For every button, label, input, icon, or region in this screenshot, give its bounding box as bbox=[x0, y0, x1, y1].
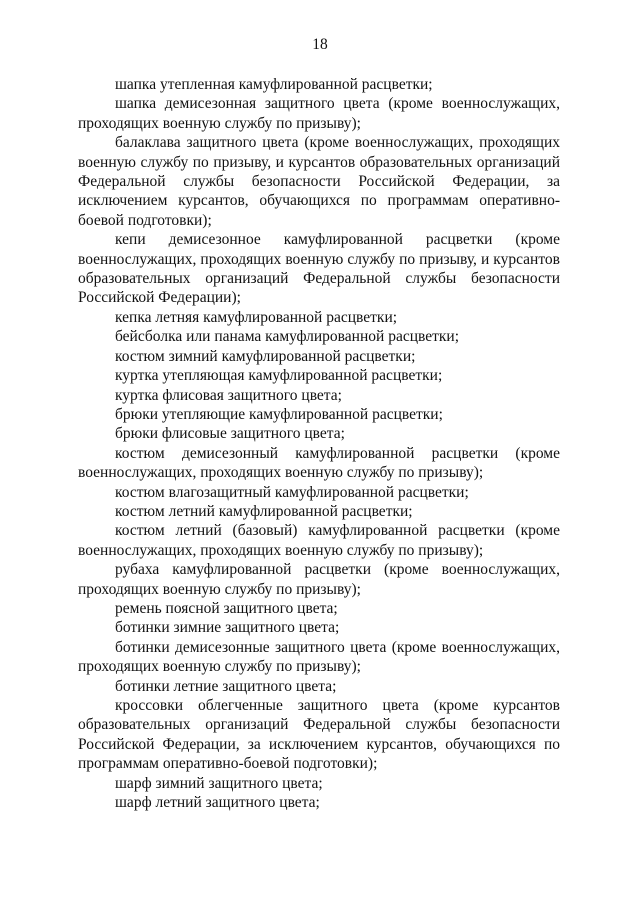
page-number: 18 bbox=[312, 36, 328, 53]
list-item: балаклава защитного цвета (кроме военнослужащих, проходящих военную службу по призыву, и курсантов образовательных организаций Федеральной службы безопасности Российской Федерации, за исключением курсантов, обучающихся по программам оперативно-боевой подготовки); bbox=[78, 134, 560, 229]
list-item: кепи демисезонное камуфлированной расцветки (кроме военнослужащих, проходящих военную службу по призыву, и курсантов образовательных организаций Федеральной службы безопасности Российской Федерации); bbox=[78, 231, 560, 307]
list-item: костюм летний камуфлированной расцветки; bbox=[115, 502, 413, 520]
list-item: кроссовки облегченные защитного цвета (кроме курсантов образовательных организаций Федеральной службы безопасности Российской Федерации, за исключением курсантов, обучающихся по программам оперативно-боевой подготовки); bbox=[78, 697, 560, 773]
list-item: брюки флисовые защитного цвета; bbox=[115, 425, 345, 443]
list-item: шапка утепленная камуфлированной расцветки; bbox=[115, 76, 433, 93]
list-item: костюм влагозащитный камуфлированной расцветки; bbox=[115, 483, 469, 501]
list-item: кепка летняя камуфлированной расцветки; bbox=[115, 308, 398, 326]
list-item: костюм демисезонный камуфлированной расцветки (кроме военнослужащих, проходящих военную службу по призыву); bbox=[78, 444, 560, 482]
list-item: шарф зимний защитного цвета; bbox=[115, 774, 323, 792]
list-item: куртка флисовая защитного цвета; bbox=[115, 386, 342, 404]
list-item: костюм летний (базовый) камуфлированной расцветки (кроме военнослужащих, проходящих военную службу по призыву); bbox=[78, 522, 560, 559]
list-item: ботинки летние защитного цвета; bbox=[115, 677, 337, 695]
document-body bbox=[78, 75, 560, 812]
list-item: рубаха камуфлированной расцветки (кроме военнослужащих, проходящих военную службу по призыву); bbox=[78, 561, 560, 598]
list-item: куртка утепляющая камуфлированной расцветки; bbox=[115, 367, 443, 385]
list-item: брюки утепляющие камуфлированной расцветки; bbox=[115, 405, 443, 423]
list-item: костюм зимний камуфлированной расцветки; bbox=[115, 347, 416, 365]
list-item: бейсболка или панама камуфлированной расцветки; bbox=[115, 328, 460, 346]
list-item: шарф летний защитного цвета; bbox=[115, 794, 320, 812]
list-item: ботинки демисезонные защитного цвета (кроме военнослужащих, проходящих военную службу по призыву); bbox=[78, 638, 560, 676]
list-item: шапка демисезонная защитного цвета (кроме военнослужащих, проходящих военную службу по призыву); bbox=[78, 95, 560, 132]
list-item: ремень поясной защитного цвета; bbox=[115, 599, 338, 617]
list-item: ботинки зимние защитного цвета; bbox=[115, 619, 340, 637]
